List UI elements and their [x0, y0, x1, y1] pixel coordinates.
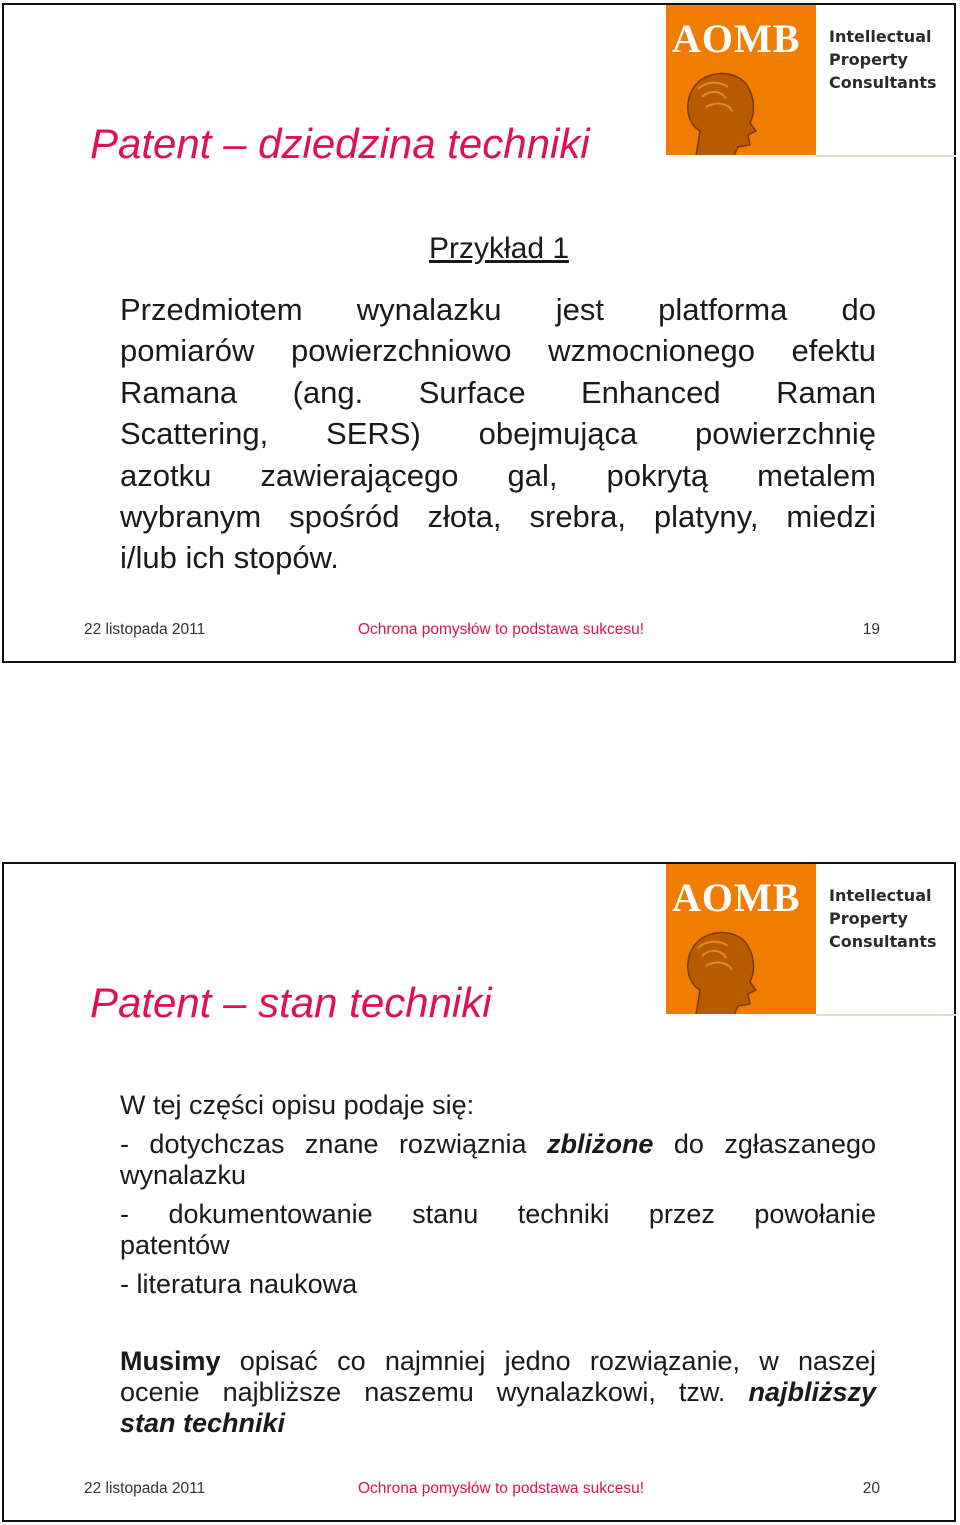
list-item-continuation: wynalazku — [120, 1160, 247, 1190]
body-line: wybranym spośród złota, srebra, platyny, miedzi — [120, 498, 876, 534]
slide-19 — [2, 3, 956, 663]
logo-tagline-line: Consultants — [829, 73, 937, 92]
emphasis-text: zbliżone — [546, 1129, 654, 1159]
logo-wordmark: AOMB — [672, 875, 801, 920]
slide-body — [120, 289, 876, 579]
list-item-text: - dotychczas znane rozwiąznia — [120, 1129, 527, 1159]
slide-title: Patent – dziedzina techniki — [90, 120, 590, 167]
company-logo — [666, 5, 956, 158]
example-heading: Przykład 1 — [428, 232, 570, 265]
logo-divider — [816, 1014, 956, 1016]
list-item-continuation: patentów — [120, 1230, 230, 1260]
logo-tagline-line: Property — [829, 50, 908, 69]
body-line: Scattering, SERS) obejmująca powierzchnię — [120, 416, 876, 452]
list-item-text: do zgłaszanego — [673, 1129, 876, 1159]
logo-tagline-line: Consultants — [829, 932, 937, 951]
page-number: 19 — [862, 621, 880, 638]
list-item — [120, 1129, 876, 1160]
logo-tagline — [829, 884, 937, 953]
conclusion-line — [120, 1377, 876, 1408]
logo-tagline-line: Intellectual — [829, 886, 932, 905]
emphasis-text: najbliższy — [748, 1377, 876, 1407]
emphasis-text: Musimy — [120, 1346, 221, 1376]
intro-line: W tej części opisu podaje się: — [120, 1090, 475, 1120]
footer-slogan: Ochrona pomysłów to podstawa sukcesu! — [358, 1480, 645, 1497]
logo-orange-panel — [666, 864, 816, 1014]
head-icon — [676, 61, 766, 155]
slide-20 — [2, 862, 956, 1522]
conclusion-text: opisać co najmniej jedno rozwiązanie, w naszej — [239, 1346, 876, 1376]
list-item: - literatura naukowa — [120, 1269, 358, 1299]
conclusion-line — [120, 1346, 876, 1377]
body-line: pomiarów powierzchniowo wzmocnionego efektu — [120, 333, 876, 369]
body-line: i/lub ich stopów. — [120, 540, 339, 576]
logo-tagline — [829, 25, 937, 94]
slide-title: Patent – stan techniki — [90, 979, 492, 1026]
list-item: - dokumentowanie stanu techniki przez powołanie — [120, 1199, 876, 1229]
slide-body — [120, 1090, 876, 1439]
logo-wordmark: AOMB — [672, 16, 801, 61]
footer-date: 22 listopada 2011 — [84, 621, 206, 638]
logo-tagline-line: Property — [829, 909, 908, 928]
footer-slogan: Ochrona pomysłów to podstawa sukcesu! — [358, 621, 645, 638]
body-line: Ramana (ang. Surface Enhanced Raman — [120, 374, 876, 410]
logo-tagline-line: Intellectual — [829, 27, 932, 46]
conclusion-line: stan techniki — [120, 1408, 286, 1438]
body-line: azotku zawierającego gal, pokrytą metalem — [120, 457, 876, 493]
conclusion-text: ocenie najbliższe naszemu wynalazkowi, tzw. — [120, 1377, 726, 1407]
head-icon — [676, 920, 766, 1014]
logo-divider — [816, 155, 956, 157]
body-line: Przedmiotem wynalazku jest platforma do — [120, 292, 876, 327]
footer-date: 22 listopada 2011 — [84, 1480, 206, 1497]
company-logo — [666, 864, 956, 1017]
logo-orange-panel — [666, 5, 816, 155]
page-number: 20 — [862, 1480, 880, 1497]
